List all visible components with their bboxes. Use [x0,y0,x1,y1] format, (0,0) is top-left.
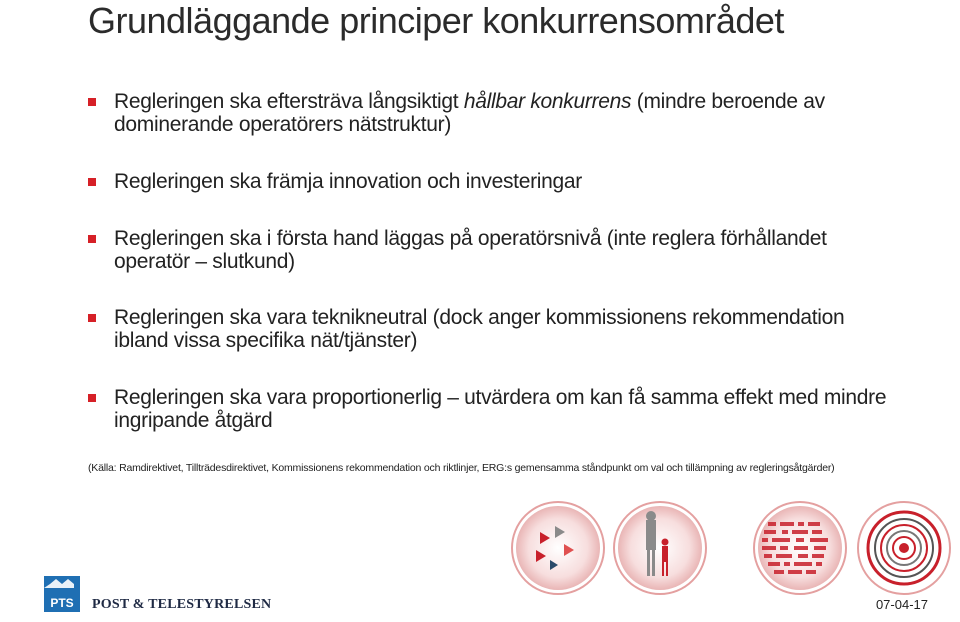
bullet-emphasis: hållbar konkurrens [463,90,632,113]
bullet-marker-icon [88,314,96,322]
slide-date: 07-04-17 [875,597,928,612]
bullet-item [82,386,892,432]
decorative-image-strip [500,500,960,596]
logo-monogram: PTS [50,596,74,610]
people-circle-icon [614,502,706,594]
bullet-item [82,306,892,352]
arrows-circle-icon [512,502,604,594]
source-note: (Källa: Ramdirektivet, Tillträdesdirektivet, Kommissionens rekommendation och riktlinjer, ERG:s gemensamma ståndpunkt om val och tillämpning av regleringsåtgärder) [88,462,835,474]
bullet-text: Regleringen ska i första hand läggas på operatörsnivå (inte reglera förhållandet operatör – slutkund) [114,227,827,273]
bullet-item [82,170,892,193]
bullet-item [82,90,892,136]
logo-wordmark: POST & TELESTYRELSEN [92,597,272,612]
bullet-marker-icon [88,98,96,106]
bullet-item [82,227,892,273]
bullet-marker-icon [88,178,96,186]
bullet-marker-icon [88,394,96,402]
slide-title: Grundläggande principer konkurrensområdet [88,0,784,41]
bullet-text: Regleringen ska vara proportionerlig – utvärdera om kan få samma effekt med mindre ingripande åtgärd [114,386,887,432]
bullet-text-tail: (mindre beroende av dominerande operatörers nätstruktur) [114,90,825,136]
bullet-list [82,86,892,432]
rings-circle-icon [858,502,950,594]
bullet-text: Regleringen ska främja innovation och investeringar [114,170,582,193]
pixel-grid-circle-icon [754,502,846,594]
bullet-text: Regleringen ska eftersträva långsiktigt [114,90,464,113]
bullet-marker-icon [88,235,96,243]
bullet-text: Regleringen ska vara teknikneutral (dock anger kommissionens rekommendation ibland vissa specifika nät/tjänster) [114,306,845,352]
